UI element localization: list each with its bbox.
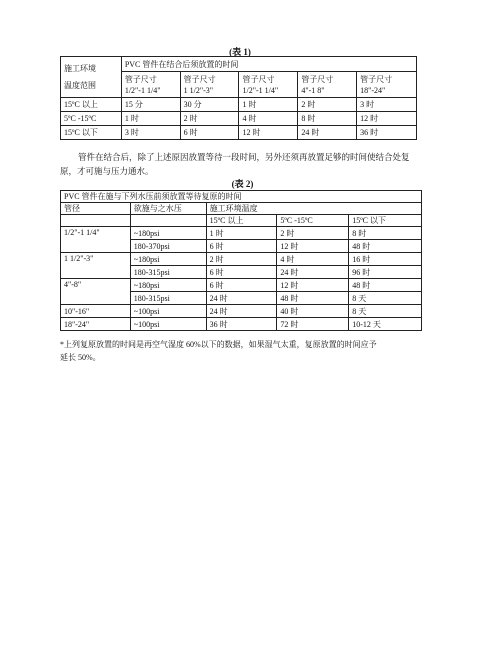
table1-size-header: 管子尺寸 1/2"-1 1/4" xyxy=(239,72,298,98)
table1-size-header: 管子尺寸 4"-1 8" xyxy=(298,72,357,98)
table-cell: 96 时 xyxy=(349,266,422,279)
table2-col-pipe: 管径 xyxy=(61,203,131,215)
table-row xyxy=(61,112,417,126)
table2-caption: (表 2) xyxy=(231,179,254,189)
table-cell: 48 时 xyxy=(277,292,349,305)
table-row xyxy=(61,318,422,331)
table-row xyxy=(61,305,422,318)
table2-pressure: 180-370psi xyxy=(130,240,206,253)
table2-pressure: ~180psi xyxy=(130,227,206,240)
table-cell: 3 时 xyxy=(121,126,180,140)
table1-size-header: 管子尺寸 18"-24" xyxy=(357,72,417,98)
table2-pressure: ~180psi xyxy=(130,279,206,292)
table1 xyxy=(60,56,417,140)
table2-size-label: 4"-8" xyxy=(61,279,131,305)
table2-size-label: 1/2"-1 1/4" xyxy=(61,227,131,253)
table-cell: 4 时 xyxy=(239,112,298,126)
table-cell: 24 时 xyxy=(206,305,277,318)
table1-caption: (表 1) xyxy=(229,47,251,57)
table2-col-env: 施工环境温度 xyxy=(206,203,421,215)
table-cell: 12 时 xyxy=(277,279,349,292)
table2-pressure: 180-315psi xyxy=(130,266,206,279)
table-cell: 12 时 xyxy=(239,126,298,140)
table-row xyxy=(61,98,417,112)
table-cell: 1 时 xyxy=(206,227,277,240)
table-cell: 36 时 xyxy=(357,126,417,140)
table1-size-header: 管子尺寸 1/2"-1 1/4" xyxy=(121,72,180,98)
table-cell: 48 时 xyxy=(349,279,422,292)
table-cell: 2 时 xyxy=(206,253,277,266)
table-cell: 15 分 xyxy=(121,98,180,112)
table1-row-label: 15ºC 以下 xyxy=(61,126,122,140)
table-cell: 6 时 xyxy=(206,240,277,253)
table-row xyxy=(61,279,422,292)
table2-pressure: ~100psi xyxy=(130,318,206,331)
table2 xyxy=(60,190,422,331)
table1-title-header: PVC 管件在结合后须放置的时间 xyxy=(121,57,416,72)
footnote: *上列复原放置的时间是再空气湿度 60%以下的数据，如果湿气太重，复原放置的时间应予 延长 50%。 xyxy=(60,340,377,362)
table-row xyxy=(61,253,422,266)
table-cell: 6 时 xyxy=(180,126,239,140)
table-cell: 12 时 xyxy=(277,240,349,253)
table-cell: 3 时 xyxy=(357,98,417,112)
table2-col-pressure: 欲施与之水压 xyxy=(130,203,206,215)
table-cell: 1 时 xyxy=(239,98,298,112)
table-cell: 2 时 xyxy=(298,98,357,112)
table-cell: 24 时 xyxy=(277,266,349,279)
table-cell: 8 时 xyxy=(349,227,422,240)
table-cell: 24 时 xyxy=(206,292,277,305)
table2-env-header: 5ºC -15ºC xyxy=(277,215,349,227)
table-cell: 10-12 天 xyxy=(349,318,422,331)
table2-pressure: ~180psi xyxy=(130,253,206,266)
table2-size-label: 1 1/2"-3" xyxy=(61,253,131,279)
table-cell: 36 时 xyxy=(206,318,277,331)
table-cell: 2 时 xyxy=(180,112,239,126)
table2-env-header: 15ºC 以上 xyxy=(206,215,277,227)
table2-size-label: 18"-24" xyxy=(61,318,131,331)
table2-pressure: 180-315psi xyxy=(130,292,206,305)
table-cell: 72 时 xyxy=(277,318,349,331)
table-cell: 8 天 xyxy=(349,305,422,318)
table-cell: 30 分 xyxy=(180,98,239,112)
table1-size-header: 管子尺寸 1 1/2"-3" xyxy=(180,72,239,98)
table1-row-label: 5ºC -15ºC xyxy=(61,112,122,126)
table2-env-header: 15ºC 以下 xyxy=(349,215,422,227)
table-cell: 16 时 xyxy=(349,253,422,266)
body-paragraph: 管件在结合后，除了上述原因放置等待一段时间，另外还须再放置足够的时间使结合处复 原，才可施与压力通水。 xyxy=(60,152,410,176)
table-cell: 24 时 xyxy=(298,126,357,140)
table2-pressure: ~100psi xyxy=(130,305,206,318)
table-row xyxy=(61,227,422,240)
table2-title: PVC 管件在施与下列水压前须放置等待复原的时间 xyxy=(61,191,422,203)
table1-row-label: 15ºC 以上 xyxy=(61,98,122,112)
table-cell: 6 时 xyxy=(206,279,277,292)
table-cell: 8 天 xyxy=(349,292,422,305)
table-cell: 8 时 xyxy=(298,112,357,126)
table-cell: 12 时 xyxy=(357,112,417,126)
table-cell: 2 时 xyxy=(277,227,349,240)
table-cell: 6 时 xyxy=(206,266,277,279)
table2-size-label: 10"-16" xyxy=(61,305,131,318)
table1-corner-header: 施工环境 温度范围 xyxy=(61,57,122,98)
table-cell: 4 时 xyxy=(277,253,349,266)
table-cell: 1 时 xyxy=(121,112,180,126)
table-row xyxy=(61,126,417,140)
table-cell: 48 时 xyxy=(349,240,422,253)
table-cell: 40 时 xyxy=(277,305,349,318)
